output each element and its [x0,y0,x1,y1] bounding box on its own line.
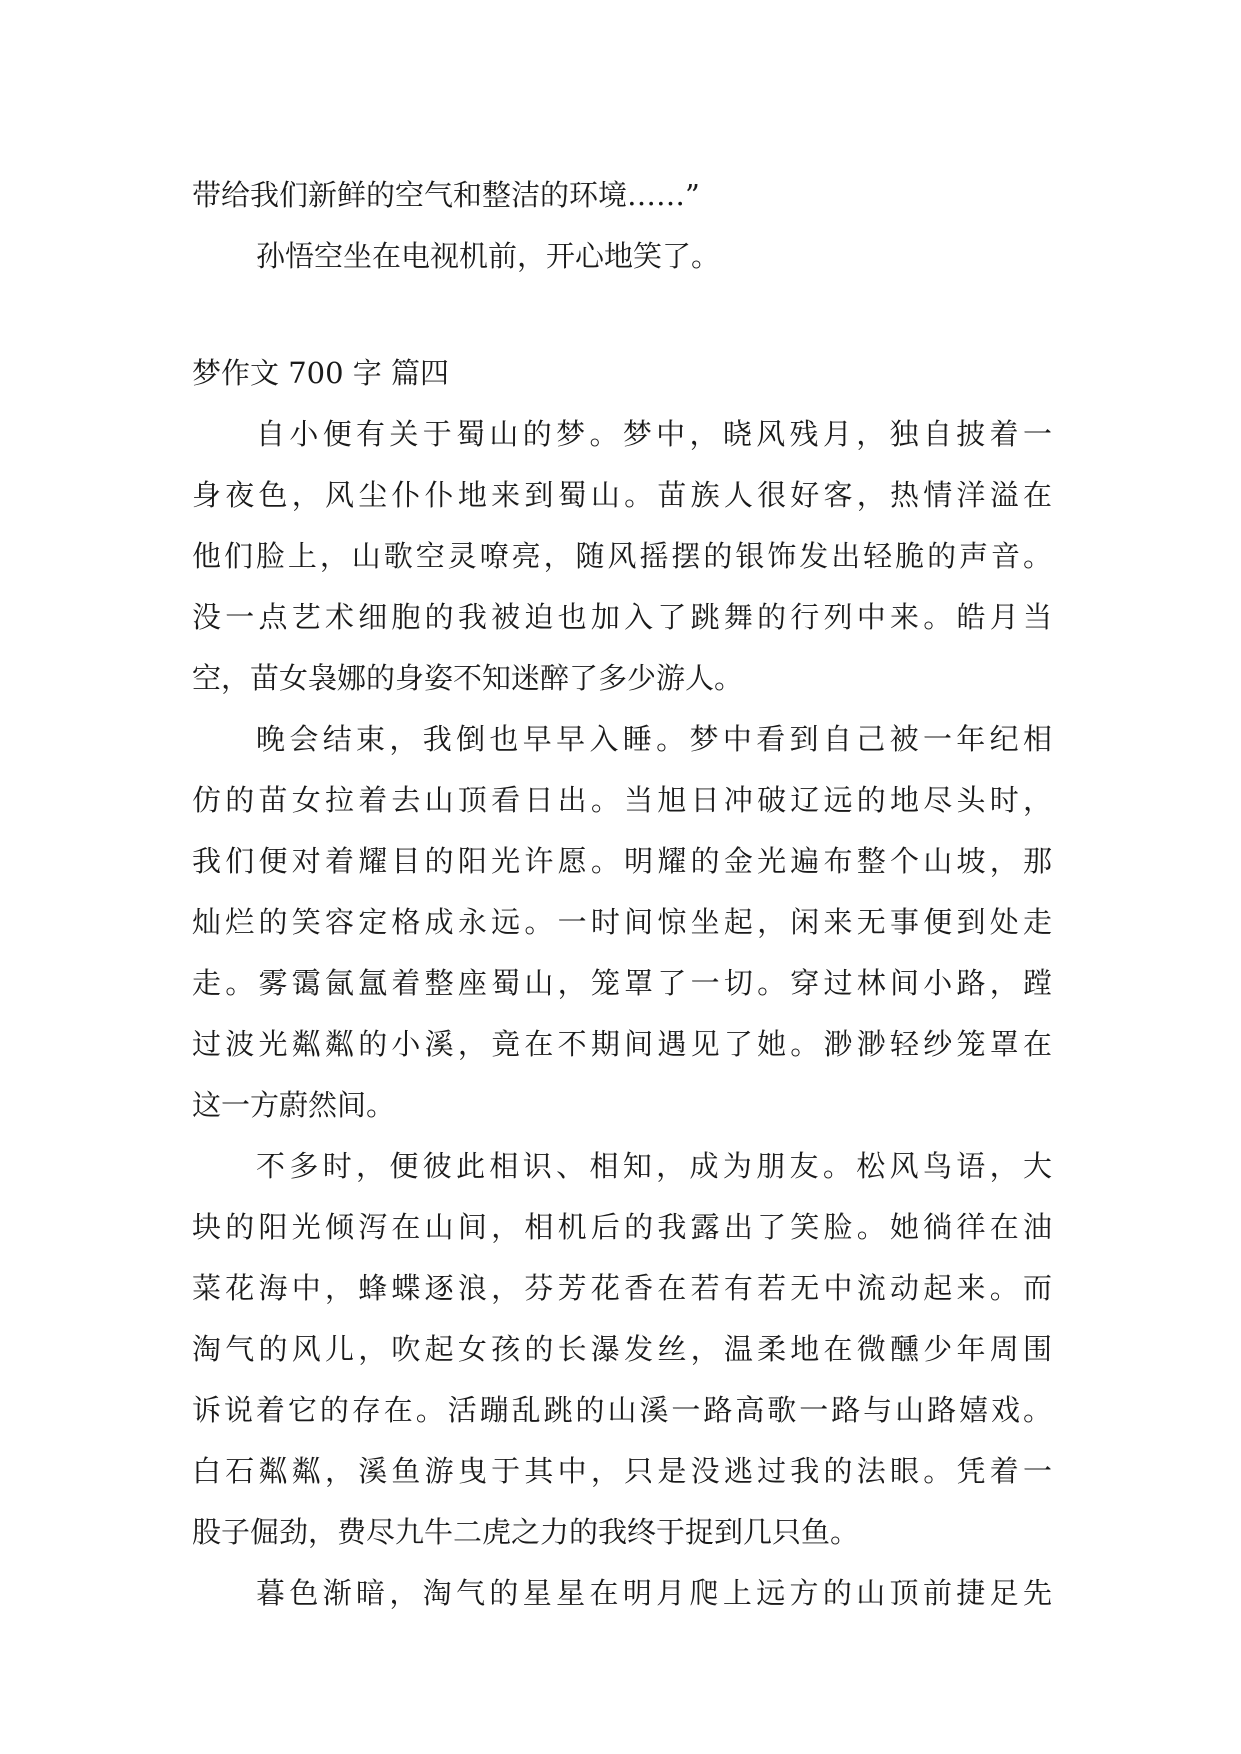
paragraph [192,1563,1052,1624]
text-line: 晚会结束，我倒也早早入睡。梦中看到自己被一年纪相 [256,722,1052,756]
text-line: 淘气的风儿，吹起女孩的长瀑发丝，温柔地在微醺少年周围 [192,1332,1052,1366]
document-page [192,165,1052,1624]
section-gap [192,287,1052,343]
text-line: 身夜色，风尘仆仆地来到蜀山。苗族人很好客，热情洋溢在 [192,478,1052,512]
text-line: 自小便有关于蜀山的梦。梦中，晓风残月，独自披着一 [256,417,1052,451]
text-line: 过波光粼粼的小溪，竟在不期间遇见了她。渺渺轻纱笼罩在 [192,1027,1052,1061]
text-line: 暮色渐暗，淘气的星星在明月爬上远方的山顶前捷足先 [256,1576,1052,1610]
text-line: 走。雾霭氤氲着整座蜀山，笼罩了一切。穿过林间小路，蹚 [192,966,1052,1000]
text-line: 灿烂的笑容定格成永远。一时间惊坐起，闲来无事便到处走 [192,905,1052,939]
text-line: 白石粼粼，溪鱼游曳于其中，只是没逃过我的法眼。凭着一 [192,1454,1052,1488]
text-line: 这一方蔚然间。 [192,1088,396,1122]
paragraph [192,1136,1052,1563]
text-line: 我们便对着耀目的阳光许愿。明耀的金光遍布整个山坡，那 [192,844,1052,878]
paragraph [192,404,1052,709]
text-line: 股子倔劲，费尽九牛二虎之力的我终于捉到几只鱼。 [192,1515,860,1549]
text-line: 仿的苗女拉着去山顶看日出。当旭日冲破辽远的地尽头时， [192,783,1052,817]
text-line: 带给我们新鲜的空气和整洁的环境……” [192,178,700,212]
text-line: 孙悟空坐在电视机前，开心地笑了。 [256,239,721,273]
text-line: 诉说着它的存在。活蹦乱跳的山溪一路高歌一路与山路嬉戏。 [192,1393,1052,1427]
text-line: 空，苗女袅娜的身姿不知迷醉了多少游人。 [192,661,744,695]
text-line: 他们脸上，山歌空灵嘹亮，随风摇摆的银饰发出轻脆的声音。 [192,539,1052,573]
section-title: 梦作文 700 字 篇四 [192,356,450,390]
paragraph [192,709,1052,1136]
text-line: 不多时，便彼此相识、相知，成为朋友。松风鸟语，大 [256,1149,1052,1183]
text-line: 菜花海中，蜂蝶逐浪，芬芳花香在若有若无中流动起来。而 [192,1271,1052,1305]
text-line: 块的阳光倾泻在山间，相机后的我露出了笑脸。她徜徉在油 [192,1210,1052,1244]
text-line: 没一点艺术细胞的我被迫也加入了跳舞的行列中来。皓月当 [192,600,1052,634]
